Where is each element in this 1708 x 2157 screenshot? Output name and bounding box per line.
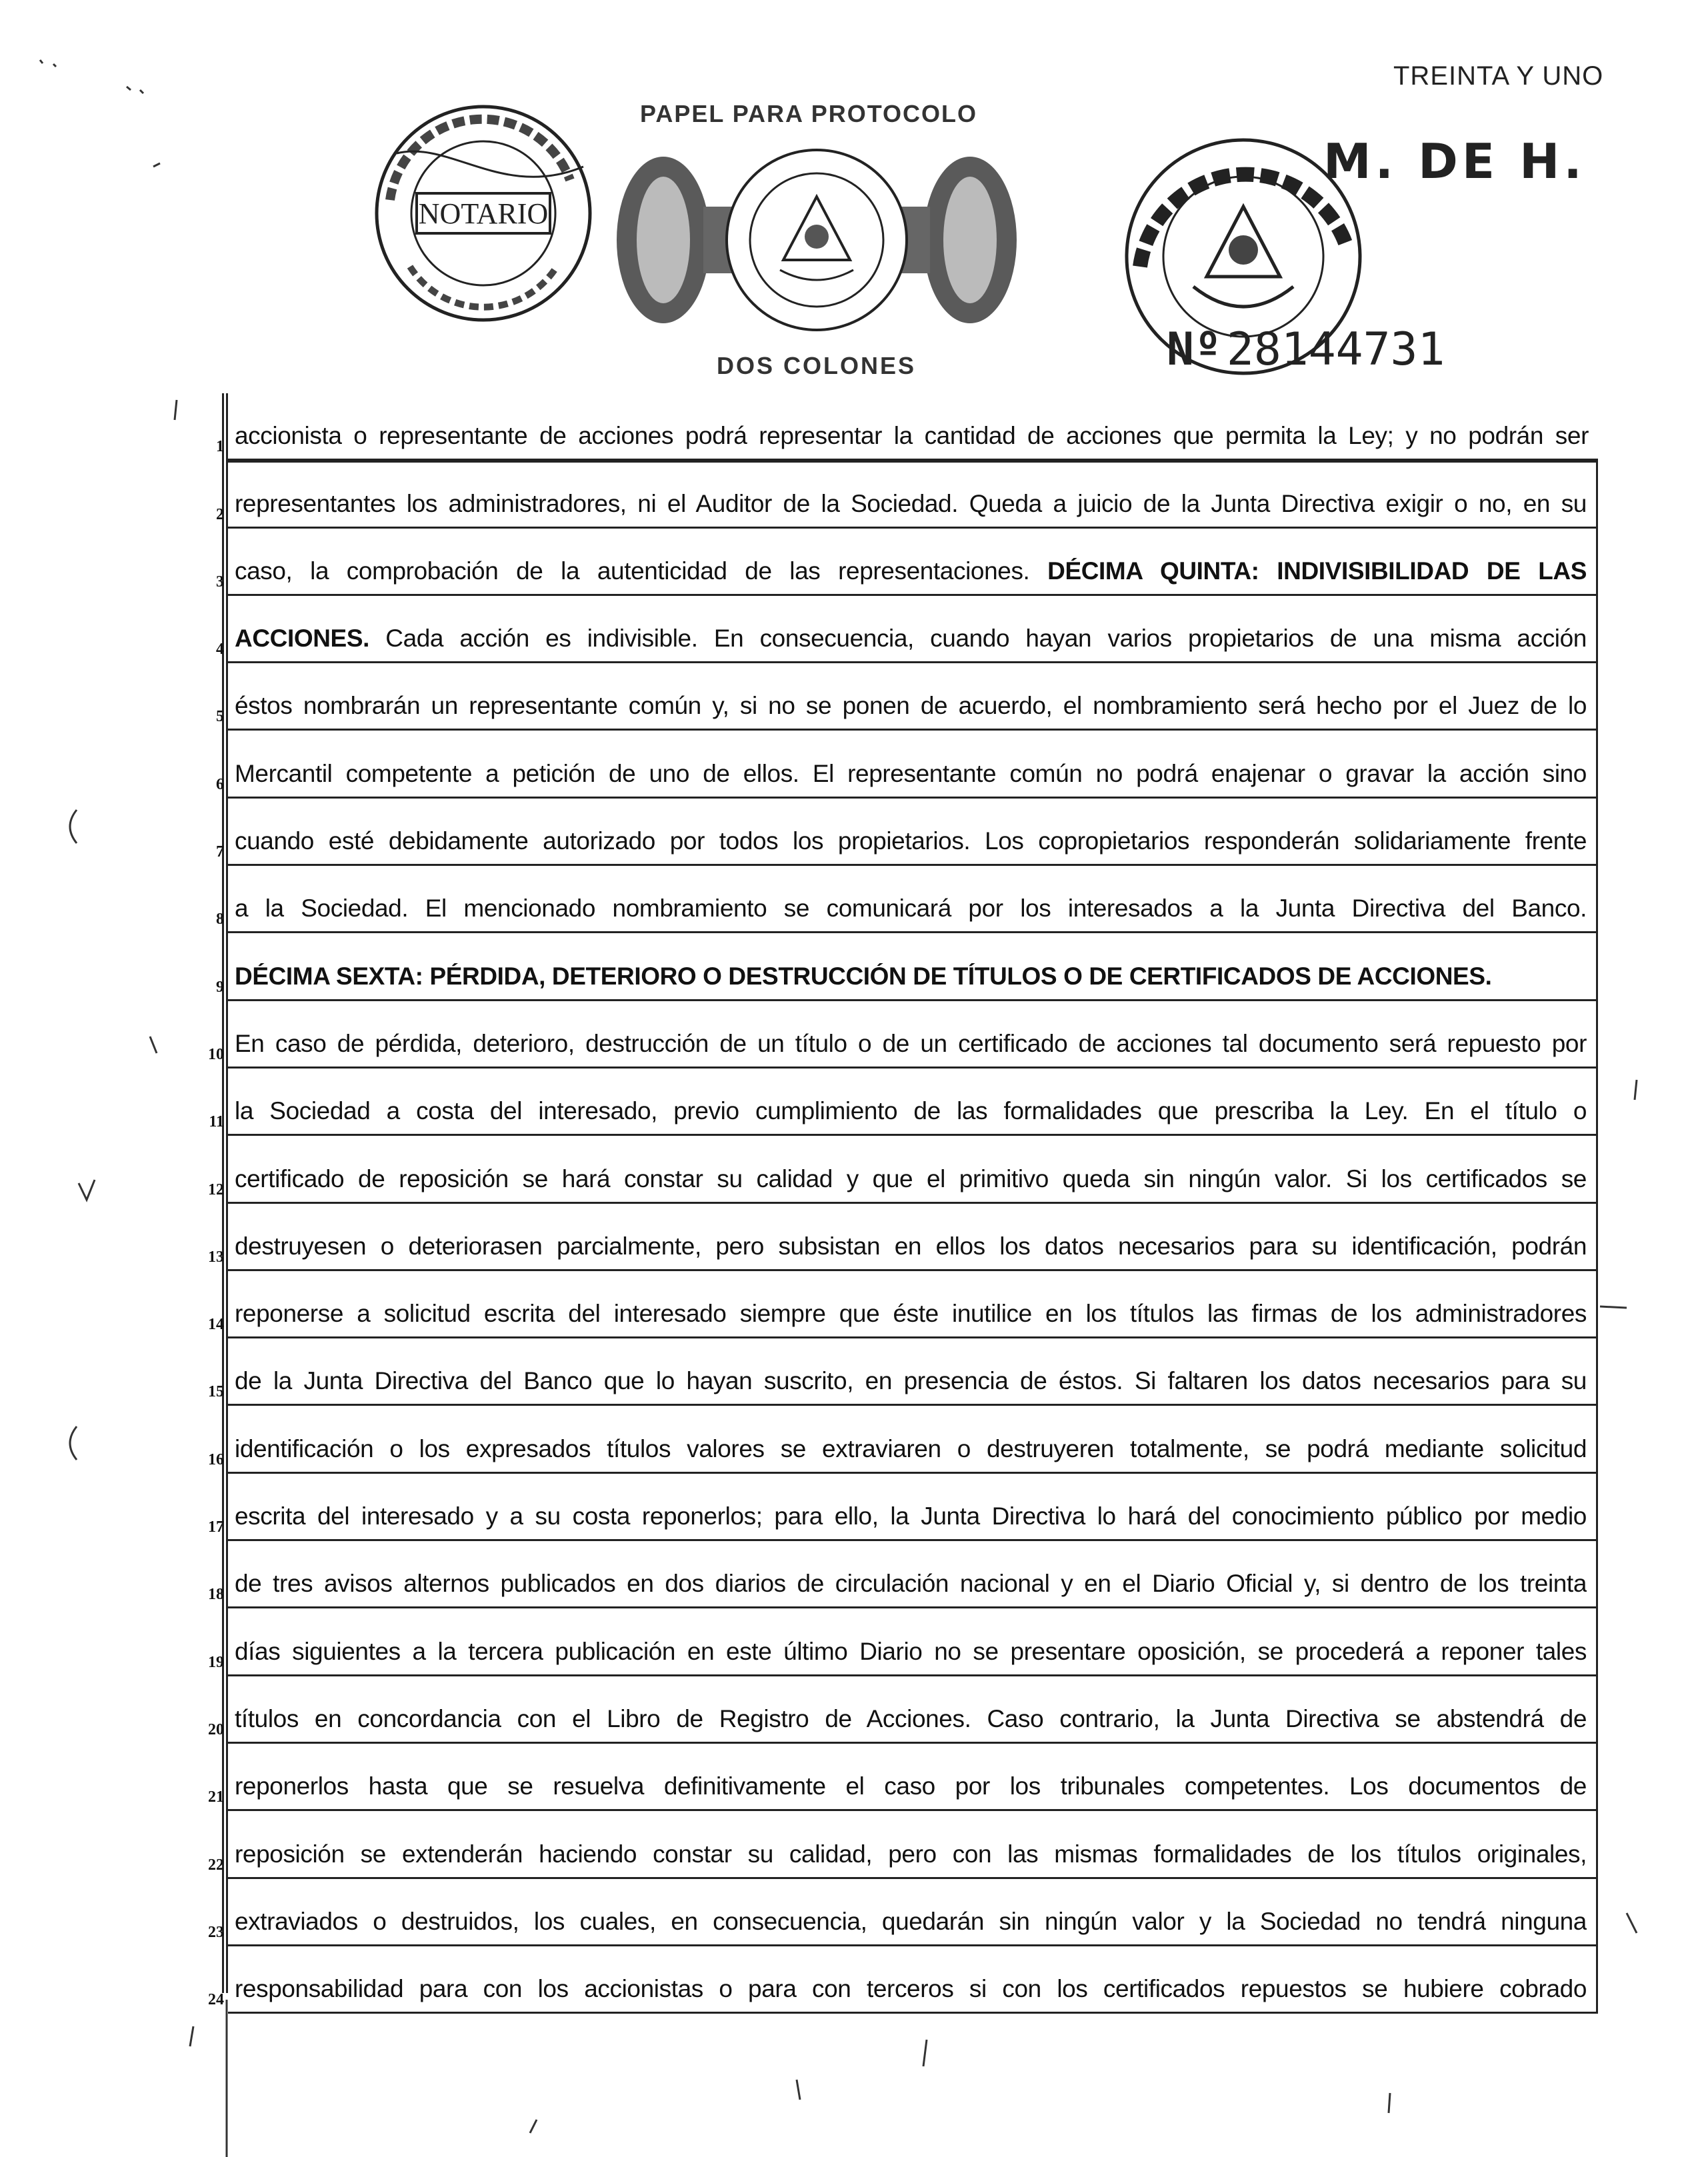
protocol-text-lines xyxy=(208,393,1598,2014)
protocol-line xyxy=(216,866,1598,933)
line-body: éstos nombrarán un representante común y, si no se ponen de acuerdo, el nombramiento será hecho por el Juez de lo xyxy=(235,693,1587,720)
line-text xyxy=(235,1841,1587,1868)
line-number: 21 xyxy=(208,1788,224,1806)
line-body: accionista o representante de acciones podrá representar la cantidad de acciones que permita la Ley; y no podrán ser xyxy=(235,423,1589,450)
line-text xyxy=(235,963,1587,990)
line-number: 2 xyxy=(216,505,224,523)
line-text xyxy=(235,1233,1587,1260)
paper-value-label: DOS COLONES xyxy=(717,352,917,379)
line-number: 17 xyxy=(208,1518,224,1536)
line-number: 15 xyxy=(208,1383,224,1401)
protocol-line xyxy=(216,393,1598,461)
line-text xyxy=(235,1570,1587,1597)
line-number: 3 xyxy=(216,573,224,591)
line-text xyxy=(235,1368,1587,1394)
protocol-line xyxy=(208,1744,1598,1811)
clause-heading: DÉCIMA SEXTA: PÉRDIDA, DETERIORO O DESTRUCCIÓN DE TÍTULOS O DE CERTIFICADOS DE ACCIONES. xyxy=(235,963,1492,990)
protocol-line xyxy=(208,1338,1598,1406)
line-body: escrita del interesado y a su costa reponerlos; para ello, la Junta Directiva lo hará del conocimiento público por medio xyxy=(235,1503,1587,1530)
line-body: a la Sociedad. El mencionado nombramiento se comunicará por los interesados a la Junta Directiva del Banco. xyxy=(235,895,1587,923)
line-text xyxy=(235,761,1587,787)
line-body: Mercantil competente a petición de uno de ellos. El representante común no podrá enajenar o gravar la acción sino xyxy=(235,760,1587,787)
line-text xyxy=(235,1098,1587,1124)
line-text xyxy=(235,1706,1587,1732)
line-text xyxy=(235,693,1587,719)
line-text xyxy=(235,1976,1587,2002)
paper-serial-number xyxy=(1167,323,1445,376)
line-body: identificación o los expresados títulos valores se extraviaren o destruyeren totalmente, se podrá mediante solicitud xyxy=(235,1435,1587,1462)
line-text xyxy=(235,895,1587,922)
line-number: 19 xyxy=(208,1653,224,1671)
serial-digits: 28144731 xyxy=(1226,323,1445,376)
line-text xyxy=(235,1638,1587,1665)
line-body: de la Junta Directiva del Banco que lo hayan suscrito, en presencia de éstos. Si faltaren los datos necesarios para su xyxy=(235,1368,1587,1395)
line-number: 8 xyxy=(216,911,224,929)
protocol-line xyxy=(208,1811,1598,1878)
line-body: días siguientes a la tercera publicación en este último Diario no se presentare oposición, se procederá a reponer tales xyxy=(235,1638,1587,1665)
line-body: reposición se extenderán haciendo constar su calidad, pero con las mismas formalidades de los títulos originales, xyxy=(235,1840,1587,1868)
line-text xyxy=(235,423,1589,449)
line-number: 13 xyxy=(208,1248,224,1266)
protocol-line xyxy=(208,1204,1598,1271)
line-body: extraviados o destruidos, los cuales, en consecuencia, quedarán sin ningún valor y la Sociedad no tendrá ninguna xyxy=(235,1908,1587,1935)
line-text xyxy=(235,491,1587,517)
line-text xyxy=(235,1166,1587,1192)
protocol-line xyxy=(208,1676,1598,1744)
line-body: Cada acción es indivisible. En consecuencia, cuando hayan varios propietarios de una misma acción xyxy=(385,625,1587,653)
protocol-line xyxy=(216,799,1598,866)
line-number: 10 xyxy=(208,1045,224,1063)
protocol-paper-title: PAPEL PARA PROTOCOLO xyxy=(640,100,978,127)
protocol-line xyxy=(208,1474,1598,1541)
protocol-line xyxy=(208,1541,1598,1608)
protocol-line xyxy=(209,1069,1598,1136)
line-text xyxy=(235,625,1587,652)
line-number: 22 xyxy=(208,1856,224,1874)
line-number: 24 xyxy=(208,1991,224,2009)
protocol-line xyxy=(216,461,1598,528)
line-text xyxy=(235,828,1587,855)
line-number: 12 xyxy=(208,1180,224,1198)
line-number: 4 xyxy=(216,641,224,659)
line-text xyxy=(235,1503,1587,1530)
protocol-line xyxy=(216,596,1598,663)
serial-prefix: Nº xyxy=(1167,323,1221,376)
line-body: caso, la comprobación de la autenticidad de las representaciones. xyxy=(235,557,1030,585)
protocol-line xyxy=(208,1608,1598,1676)
protocol-line xyxy=(216,663,1598,731)
line-text xyxy=(235,1436,1587,1462)
line-body: En caso de pérdida, deterioro, destrucción de un título o de un certificado de acciones tal documento será repuesto por xyxy=(235,1030,1587,1057)
protocol-line xyxy=(208,1271,1598,1338)
protocol-line xyxy=(208,1879,1598,1946)
line-number: 9 xyxy=(216,978,224,996)
line-text xyxy=(235,1300,1587,1327)
line-number: 11 xyxy=(209,1113,224,1131)
notary-seal-stamp xyxy=(370,100,597,327)
svg-text:NOTARIO: NOTARIO xyxy=(418,197,549,230)
ministry-stamp: M. DE H. xyxy=(1323,133,1586,189)
line-number: 23 xyxy=(208,1923,224,1941)
line-number: 1 xyxy=(216,438,224,456)
line-text xyxy=(235,1773,1587,1800)
line-text xyxy=(235,558,1587,585)
line-number: 5 xyxy=(216,708,224,726)
line-text xyxy=(235,1908,1587,1935)
protocol-line xyxy=(216,731,1598,798)
protocol-line xyxy=(208,1406,1598,1473)
line-text xyxy=(235,1031,1587,1057)
line-body: certificado de reposición se hará constar su calidad y que el primitivo queda sin ningún valor. Si los certificados se xyxy=(235,1165,1587,1192)
line-body: cuando esté debidamente autorizado por todos los propietarios. Los copropietarios responderán solidariamente frente xyxy=(235,828,1587,855)
line-number: 14 xyxy=(208,1316,224,1334)
clause-heading: DÉCIMA QUINTA: INDIVISIBILIDAD DE LAS xyxy=(1047,557,1587,585)
republic-crest-ornament xyxy=(610,143,1023,337)
line-body: representantes los administradores, ni el Auditor de la Sociedad. Queda a juicio de la Junta Directiva exigir o no, en su xyxy=(235,490,1587,517)
protocol-line xyxy=(208,1001,1598,1069)
line-body: títulos en concordancia con el Libro de Registro de Acciones. Caso contrario, la Junta Directiva se abstendrá de xyxy=(235,1705,1587,1732)
line-body: de tres avisos alternos publicados en dos diarios de circulación nacional y en el Diario Oficial y, si dentro de los treinta xyxy=(235,1570,1587,1598)
line-body: la Sociedad a costa del interesado, previo cumplimiento de las formalidades que prescriba la Ley. En el título o xyxy=(235,1098,1587,1125)
protocol-line xyxy=(216,529,1598,596)
line-number: 20 xyxy=(208,1720,224,1738)
clause-heading: ACCIONES. xyxy=(235,625,369,653)
line-body: destruyesen o deteriorasen parcialmente, pero subsistan en ellos los datos necesarios para su identificación, podrán xyxy=(235,1232,1587,1260)
protocol-line xyxy=(208,1136,1598,1203)
protocol-line xyxy=(216,933,1598,1001)
line-number: 16 xyxy=(208,1450,224,1468)
line-body: reponerse a solicitud escrita del interesado siempre que éste inutilice en los títulos las firmas de los administradores xyxy=(235,1300,1587,1328)
line-body: reponerlos hasta que se resuelva definitivamente el caso por los tribunales competentes. Los documentos de xyxy=(235,1773,1587,1800)
line-number: 7 xyxy=(216,843,224,861)
page-number-in-words: TREINTA Y UNO xyxy=(1393,61,1604,91)
line-number: 18 xyxy=(208,1586,224,1604)
line-number: 6 xyxy=(216,775,224,793)
protocol-line xyxy=(208,1946,1598,2014)
line-body: responsabilidad para con los accionistas o para con terceros si con los certificados repuestos se hubiere cobrado xyxy=(235,1976,1587,2003)
